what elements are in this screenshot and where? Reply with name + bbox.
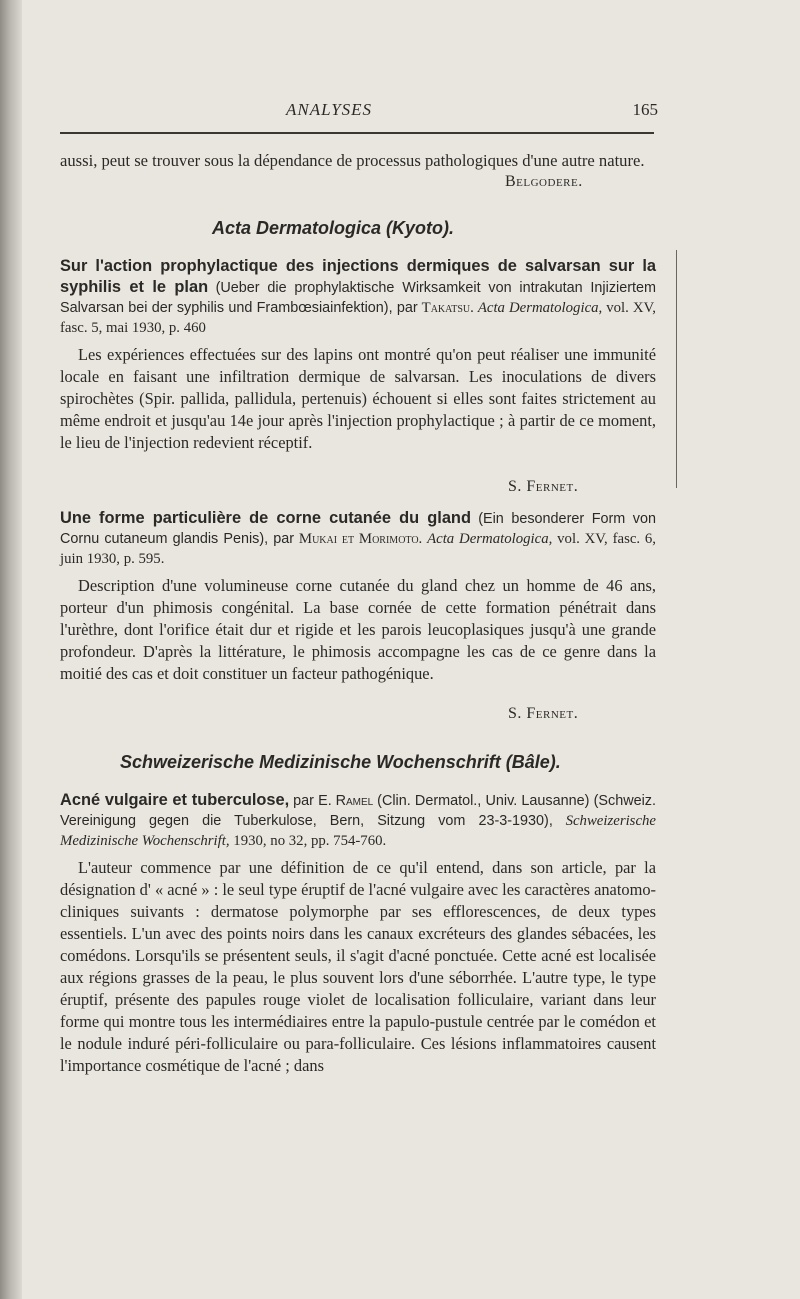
article-subtitle: (Ein besonderer Form von Cornu cutaneum glandis Penis), par xyxy=(60,511,657,547)
article-ref-details: 1930, no 32, pp. 754-760. xyxy=(233,833,387,849)
article-mukai xyxy=(60,508,656,685)
journal-heading-schweiz: Schweizerische Medizinische Wochenschrift (Bâle). xyxy=(120,752,561,772)
article-title: Sur l'action prophylactique des injections dermiques de salvarsan sur la syphilis et le plan xyxy=(60,257,656,296)
article-body: Description d'une volumineuse corne cutanée du gland chez un homme de 46 ans, porteur d'un phimosis congénital. La base cornée de cette formation pénétrait dans l'urèthre, dont l'orifice était dur et rigide et les parois leucoplasiques jusqu'à une grande profondeur. D'après la littérature, le phimosis accompagne les cas de ce genre dans la moitié des cas et doit constituer un facteur pathogénique. xyxy=(60,576,656,683)
article-subtitle: (Ueber die prophylaktische Wirksamkeit von intrakutan Injiziertem Salvarsan bei der syphilis und Frambœsiainfektion), par xyxy=(60,280,656,316)
article-takatsu xyxy=(60,256,656,454)
article-ref-details: vol. XV, fasc. 5, mai 1930, p. 460 xyxy=(60,300,657,336)
article-subtitle-pre: par E. xyxy=(293,793,332,809)
article-ref-journal: Acta Dermatologica, xyxy=(427,531,553,547)
article-ref-journal: Schweizerische Medizinische Wochenschrift, xyxy=(60,813,656,849)
running-header: ANALYSES xyxy=(286,100,373,119)
article-ramel xyxy=(60,790,656,1077)
mukai-signature: S. Fernet. xyxy=(508,705,579,722)
takatsu-signature: S. Fernet. xyxy=(508,478,579,495)
header-rule xyxy=(60,132,654,134)
article-title: Acné vulgaire et tuberculose, xyxy=(60,791,290,809)
article-body: L'auteur commence par une définition de ce qu'il entend, dans son article, par la désignation d' « acné » : le seul type éruptif de l'acné vulgaire avec les caractères anatomo-cliniques suivants : dermatose polymorphe par ses efflorescences, de deux types essentiels. L'un avec des points noirs dans les canaux excréteurs des glandes sébacées, les comédons. Lorsqu'ils se présentent seuls, il s'agit d'acné ponctuée. Cette acné est localisée aux régions grasses de la peau, le plus souvent lors d'une séborrhée. L'autre type, le type éruptif, présente des papules rouge violet de localisation folliculaire, variant dans leur forme qui montre tous les intermédiaires entre la papulo-pustule centrée par le comédon et le nodule induré péri-folliculaire ou para-folliculaire. Ces lésions inflammatoires causent l'importance cosmétique de l'acné ; dans xyxy=(60,858,656,1075)
article-author: Ramel xyxy=(335,793,374,809)
article-title: Une forme particulière de corne cutanée du gland xyxy=(60,509,471,527)
article-author: Mukai et Morimoto. xyxy=(298,531,423,547)
article-author: Takatsu. xyxy=(421,300,474,316)
intro-signature: Belgodere. xyxy=(505,173,583,190)
article-ref-details: vol. XV, fasc. 6, juin 1930, p. 595. xyxy=(60,531,657,567)
article-body: Les expériences effectuées sur des lapins ont montré qu'on peut réaliser une immunité locale en faisant une infiltration dermique de salvarsan. Les inoculations de divers spirochètes (Spir. pallida, pallidula, pertenuis) échouent si elles sont faites strictement au même endroit et jusqu'au 14e jour après l'injection prophylactique ; à partir de ce moment, le lieu de l'injection redevient réceptif. xyxy=(60,345,656,452)
margin-mark xyxy=(676,250,685,488)
article-ref-journal: Acta Dermatologica, xyxy=(477,300,603,316)
page-number: 165 xyxy=(632,100,658,119)
article-subtitle-post: (Clin. Dermatol., Univ. Lausanne) (Schweiz. Vereinigung gegen die Tuberkulose, Bern, Sitzung vom 23-3-1930), xyxy=(60,793,656,829)
intro-paragraph: aussi, peut se trouver sous la dépendance de processus pathologiques d'une autre nature. xyxy=(60,151,645,170)
journal-heading-acta: Acta Dermatologica (Kyoto). xyxy=(212,218,455,238)
